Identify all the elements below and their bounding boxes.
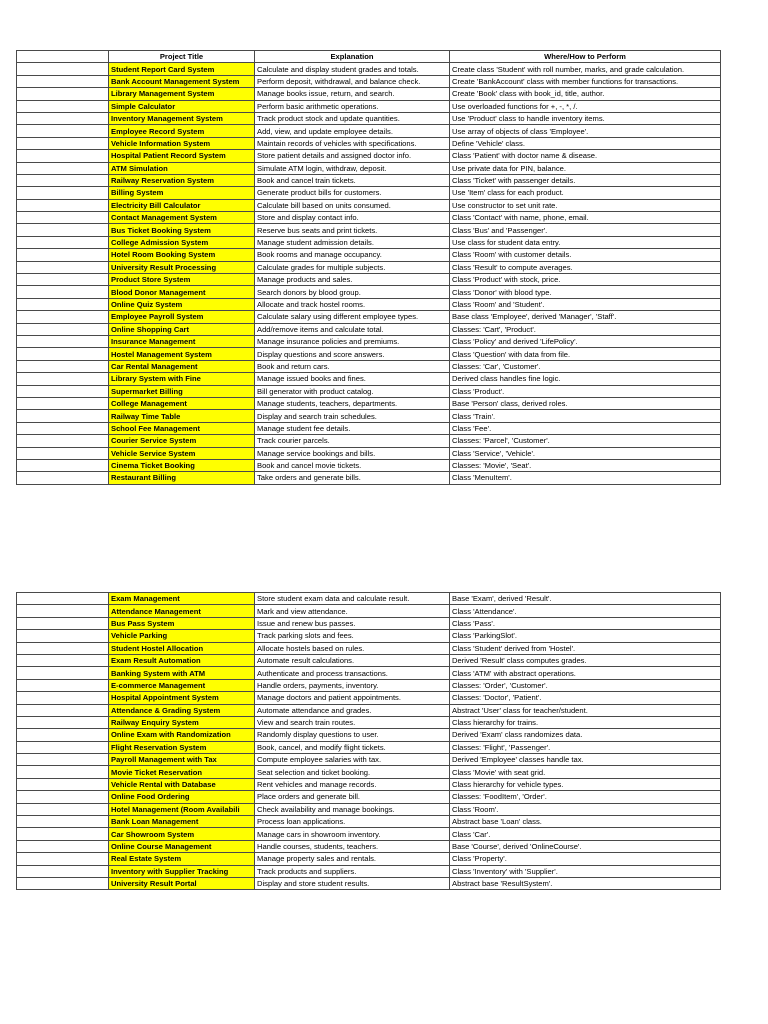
blank-cell	[17, 667, 109, 679]
table-row	[17, 187, 721, 199]
explanation-cell: Manage products and sales.	[255, 274, 450, 286]
project-title-cell: Railway Time Table	[109, 410, 255, 422]
table-row	[17, 741, 721, 753]
blank-cell	[17, 716, 109, 728]
explanation-cell: Calculate grades for multiple subjects.	[255, 261, 450, 273]
project-title-cell: Student Hostel Allocation	[109, 642, 255, 654]
explanation-cell: Manage service bookings and bills.	[255, 447, 450, 459]
table-row	[17, 236, 721, 248]
blank-cell	[17, 360, 109, 372]
explanation-cell: Calculate bill based on units consumed.	[255, 199, 450, 211]
table-row	[17, 63, 721, 75]
table-row	[17, 679, 721, 691]
table-row	[17, 410, 721, 422]
project-title-cell: Employee Payroll System	[109, 311, 255, 323]
project-title-cell: Hostel Management System	[109, 348, 255, 360]
where-how-cell: Use constructor to set unit rate.	[450, 199, 721, 211]
where-how-cell: Abstract base 'ResultSystem'.	[450, 877, 721, 889]
where-how-cell: Base 'Person' class, derived roles.	[450, 397, 721, 409]
table-row	[17, 716, 721, 728]
explanation-cell: Track products and suppliers.	[255, 865, 450, 877]
table-row	[17, 729, 721, 741]
blank-cell	[17, 654, 109, 666]
explanation-cell: Manage books issue, return, and search.	[255, 88, 450, 100]
project-title-cell: Car Rental Management	[109, 360, 255, 372]
project-title-cell: ATM Simulation	[109, 162, 255, 174]
explanation-cell: Manage student admission details.	[255, 236, 450, 248]
explanation-cell: Book rooms and manage occupancy.	[255, 249, 450, 261]
table-row	[17, 853, 721, 865]
blank-cell	[17, 311, 109, 323]
project-title-cell: Attendance Management	[109, 605, 255, 617]
blank-cell	[17, 459, 109, 471]
where-how-cell: Base class 'Employee', derived 'Manager', 'Staff'.	[450, 311, 721, 323]
where-how-cell: Class 'Room'.	[450, 803, 721, 815]
explanation-cell: Check availability and manage bookings.	[255, 803, 450, 815]
project-title-cell: Hospital Patient Record System	[109, 150, 255, 162]
explanation-cell: Display and search train schedules.	[255, 410, 450, 422]
project-title-cell: Bus Ticket Booking System	[109, 224, 255, 236]
project-title-cell: Railway Enquiry System	[109, 716, 255, 728]
table-row	[17, 617, 721, 629]
table-row	[17, 125, 721, 137]
project-title-cell: Electricity Bill Calculator	[109, 199, 255, 211]
explanation-cell: Seat selection and ticket booking.	[255, 766, 450, 778]
table-row	[17, 385, 721, 397]
blank-cell	[17, 323, 109, 335]
table-row	[17, 472, 721, 484]
table-row	[17, 249, 721, 261]
where-how-cell: Classes: 'Flight', 'Passenger'.	[450, 741, 721, 753]
table-row	[17, 373, 721, 385]
project-title-cell: Product Store System	[109, 274, 255, 286]
explanation-cell: Mark and view attendance.	[255, 605, 450, 617]
table-row	[17, 754, 721, 766]
where-how-cell: Classes: 'Car', 'Customer'.	[450, 360, 721, 372]
blank-cell	[17, 704, 109, 716]
blank-cell	[17, 335, 109, 347]
table-row	[17, 840, 721, 852]
table-2-body	[17, 593, 721, 890]
explanation-cell: Allocate and track hostel rooms.	[255, 298, 450, 310]
project-title-cell: Employee Record System	[109, 125, 255, 137]
project-title-cell: Vehicle Information System	[109, 137, 255, 149]
blank-cell	[17, 791, 109, 803]
project-title-cell: Bank Loan Management	[109, 816, 255, 828]
explanation-cell: Store patient details and assigned doctor info.	[255, 150, 450, 162]
project-title-cell: Cinema Ticket Booking	[109, 459, 255, 471]
project-title-cell: University Result Processing	[109, 261, 255, 273]
project-title-cell: Flight Reservation System	[109, 741, 255, 753]
where-how-cell: Define 'Vehicle' class.	[450, 137, 721, 149]
table-row	[17, 422, 721, 434]
where-how-cell: Use overloaded functions for +, -, *, /.	[450, 100, 721, 112]
where-how-cell: Class hierarchy for trains.	[450, 716, 721, 728]
blank-cell	[17, 385, 109, 397]
table-row	[17, 459, 721, 471]
where-how-cell: Class 'ParkingSlot'.	[450, 630, 721, 642]
blank-cell	[17, 692, 109, 704]
blank-cell	[17, 162, 109, 174]
where-how-cell: Abstract base 'Loan' class.	[450, 816, 721, 828]
explanation-header: Explanation	[255, 51, 450, 63]
blank-cell	[17, 397, 109, 409]
blank-cell	[17, 447, 109, 459]
where-how-cell: Class 'MenuItem'.	[450, 472, 721, 484]
project-title-cell: Billing System	[109, 187, 255, 199]
blank-cell	[17, 100, 109, 112]
project-title-cell: Online Course Management	[109, 840, 255, 852]
where-how-cell: Class 'Service', 'Vehicle'.	[450, 447, 721, 459]
table-row	[17, 150, 721, 162]
where-how-cell: Class 'Ticket' with passenger details.	[450, 174, 721, 186]
explanation-cell: Add/remove items and calculate total.	[255, 323, 450, 335]
explanation-cell: Track product stock and update quantities.	[255, 112, 450, 124]
blank-cell	[17, 88, 109, 100]
table-row	[17, 704, 721, 716]
table-row	[17, 828, 721, 840]
where-how-cell: Use private data for PIN, balance.	[450, 162, 721, 174]
blank-cell	[17, 605, 109, 617]
where-how-cell: Class 'Inventory' with 'Supplier'.	[450, 865, 721, 877]
where-how-cell: Class 'Fee'.	[450, 422, 721, 434]
blank-cell	[17, 840, 109, 852]
where-how-cell: Derived 'Exam' class randomizes data.	[450, 729, 721, 741]
table-row	[17, 212, 721, 224]
where-how-cell: Derived 'Result' class computes grades.	[450, 654, 721, 666]
where-how-cell: Derived 'Employee' classes handle tax.	[450, 754, 721, 766]
table-row	[17, 199, 721, 211]
explanation-cell: Display and store student results.	[255, 877, 450, 889]
blank-cell	[17, 741, 109, 753]
blank-cell	[17, 236, 109, 248]
table-row	[17, 274, 721, 286]
explanation-cell: Authenticate and process transactions.	[255, 667, 450, 679]
where-how-cell: Class 'Bus' and 'Passenger'.	[450, 224, 721, 236]
where-how-cell: Class 'Donor' with blood type.	[450, 286, 721, 298]
table-row	[17, 447, 721, 459]
table-row	[17, 642, 721, 654]
table-row	[17, 311, 721, 323]
blank-cell	[17, 249, 109, 261]
explanation-cell: Add, view, and update employee details.	[255, 125, 450, 137]
where-how-cell: Class 'Movie' with seat grid.	[450, 766, 721, 778]
where-how-cell: Create class 'Student' with roll number, marks, and grade calculation.	[450, 63, 721, 75]
table-row	[17, 162, 721, 174]
blank-cell	[17, 853, 109, 865]
explanation-cell: Book, cancel, and modify flight tickets.	[255, 741, 450, 753]
blank-cell	[17, 630, 109, 642]
project-title-cell: Online Quiz System	[109, 298, 255, 310]
table-row	[17, 75, 721, 87]
project-title-cell: College Management	[109, 397, 255, 409]
table-row	[17, 100, 721, 112]
table-row	[17, 877, 721, 889]
where-how-cell: Base 'Course', derived 'OnlineCourse'.	[450, 840, 721, 852]
explanation-cell: Track parking slots and fees.	[255, 630, 450, 642]
explanation-cell: Store student exam data and calculate result.	[255, 593, 450, 605]
where-how-cell: Class 'Product'.	[450, 385, 721, 397]
where-how-cell: Class 'Pass'.	[450, 617, 721, 629]
project-title-cell: Exam Result Automation	[109, 654, 255, 666]
project-title-cell: Car Showroom System	[109, 828, 255, 840]
where-how-cell: Base 'Exam', derived 'Result'.	[450, 593, 721, 605]
table-row	[17, 766, 721, 778]
where-how-cell: Class 'Patient' with doctor name & disease.	[450, 150, 721, 162]
table-row	[17, 298, 721, 310]
explanation-cell: Handle orders, payments, inventory.	[255, 679, 450, 691]
explanation-cell: Place orders and generate bill.	[255, 791, 450, 803]
where-how-header: Where/How to Perform	[450, 51, 721, 63]
where-how-cell: Class 'Policy' and derived 'LifePolicy'.	[450, 335, 721, 347]
explanation-cell: Manage issued books and fines.	[255, 373, 450, 385]
explanation-cell: Manage doctors and patient appointments.	[255, 692, 450, 704]
where-how-cell: Create 'Book' class with book_id, title, author.	[450, 88, 721, 100]
blank-cell	[17, 766, 109, 778]
where-how-cell: Class 'Room' and 'Student'.	[450, 298, 721, 310]
table-row	[17, 593, 721, 605]
project-title-cell: University Result Portal	[109, 877, 255, 889]
where-how-cell: Class 'Attendance'.	[450, 605, 721, 617]
where-how-cell: Class 'Contact' with name, phone, email.	[450, 212, 721, 224]
blank-cell	[17, 816, 109, 828]
project-title-cell: Inventory with Supplier Tracking	[109, 865, 255, 877]
project-title-cell: Vehicle Service System	[109, 447, 255, 459]
explanation-cell: Rent vehicles and manage records.	[255, 778, 450, 790]
explanation-cell: Manage students, teachers, departments.	[255, 397, 450, 409]
where-how-cell: Class 'Property'.	[450, 853, 721, 865]
table-row	[17, 112, 721, 124]
project-title-cell: Hotel Room Booking System	[109, 249, 255, 261]
blank-cell	[17, 150, 109, 162]
where-how-cell: Classes: 'FoodItem', 'Order'.	[450, 791, 721, 803]
project-title-cell: Inventory Management System	[109, 112, 255, 124]
explanation-cell: Process loan applications.	[255, 816, 450, 828]
explanation-cell: Automate attendance and grades.	[255, 704, 450, 716]
project-title-cell: Insurance Management	[109, 335, 255, 347]
table-row	[17, 261, 721, 273]
table-row	[17, 323, 721, 335]
project-title-cell: Movie Ticket Reservation	[109, 766, 255, 778]
explanation-cell: Book and return cars.	[255, 360, 450, 372]
where-how-cell: Class 'Car'.	[450, 828, 721, 840]
table-row	[17, 224, 721, 236]
explanation-cell: Manage property sales and rentals.	[255, 853, 450, 865]
where-how-cell: Class 'Student' derived from 'Hostel'.	[450, 642, 721, 654]
blank-cell	[17, 261, 109, 273]
where-how-cell: Use 'Item' class for each product.	[450, 187, 721, 199]
table-row	[17, 865, 721, 877]
blank-cell	[17, 778, 109, 790]
project-title-cell: Banking System with ATM	[109, 667, 255, 679]
where-how-cell: Classes: 'Cart', 'Product'.	[450, 323, 721, 335]
where-how-cell: Class 'ATM' with abstract operations.	[450, 667, 721, 679]
where-how-cell: Abstract 'User' class for teacher/student.	[450, 704, 721, 716]
project-title-cell: Bank Account Management System	[109, 75, 255, 87]
explanation-cell: Take orders and generate bills.	[255, 472, 450, 484]
blank-cell	[17, 729, 109, 741]
explanation-cell: Randomly display questions to user.	[255, 729, 450, 741]
project-title-cell: Vehicle Rental with Database	[109, 778, 255, 790]
table-row	[17, 791, 721, 803]
explanation-cell: Book and cancel movie tickets.	[255, 459, 450, 471]
blank-cell	[17, 422, 109, 434]
table-1-body	[17, 63, 721, 484]
blank-header-cell	[17, 51, 109, 63]
table-row	[17, 692, 721, 704]
project-title-cell: Student Report Card System	[109, 63, 255, 75]
explanation-cell: Book and cancel train tickets.	[255, 174, 450, 186]
blank-cell	[17, 435, 109, 447]
where-how-cell: Use class for student data entry.	[450, 236, 721, 248]
where-how-cell: Classes: 'Doctor', 'Patient'.	[450, 692, 721, 704]
blank-cell	[17, 212, 109, 224]
project-title-header: Project Title	[109, 51, 255, 63]
where-how-cell: Classes: 'Movie', 'Seat'.	[450, 459, 721, 471]
blank-cell	[17, 63, 109, 75]
blank-cell	[17, 199, 109, 211]
blank-cell	[17, 679, 109, 691]
project-table-1	[16, 50, 721, 485]
where-how-cell: Classes: 'Parcel', 'Customer'.	[450, 435, 721, 447]
blank-cell	[17, 125, 109, 137]
project-title-cell: Library System with Fine	[109, 373, 255, 385]
explanation-cell: Issue and renew bus passes.	[255, 617, 450, 629]
table-row	[17, 88, 721, 100]
project-title-cell: Railway Reservation System	[109, 174, 255, 186]
table-row	[17, 630, 721, 642]
blank-cell	[17, 593, 109, 605]
explanation-cell: Generate product bills for customers.	[255, 187, 450, 199]
explanation-cell: Compute employee salaries with tax.	[255, 754, 450, 766]
blank-cell	[17, 617, 109, 629]
project-title-cell: Vehicle Parking	[109, 630, 255, 642]
project-title-cell: Library Management System	[109, 88, 255, 100]
explanation-cell: Store and display contact info.	[255, 212, 450, 224]
blank-cell	[17, 224, 109, 236]
table-row	[17, 667, 721, 679]
project-title-cell: Exam Management	[109, 593, 255, 605]
explanation-cell: Allocate hostels based on rules.	[255, 642, 450, 654]
blank-cell	[17, 75, 109, 87]
blank-cell	[17, 298, 109, 310]
table-row	[17, 360, 721, 372]
table-row	[17, 335, 721, 347]
project-title-cell: Contact Management System	[109, 212, 255, 224]
explanation-cell: Simulate ATM login, withdraw, deposit.	[255, 162, 450, 174]
table-row	[17, 397, 721, 409]
explanation-cell: Manage cars in showroom inventory.	[255, 828, 450, 840]
blank-cell	[17, 137, 109, 149]
project-title-cell: Supermarket Billing	[109, 385, 255, 397]
table-row	[17, 286, 721, 298]
blank-cell	[17, 642, 109, 654]
project-title-cell: Real Estate System	[109, 853, 255, 865]
table-row	[17, 435, 721, 447]
project-title-cell: School Fee Management	[109, 422, 255, 434]
project-title-cell: Online Food Ordering	[109, 791, 255, 803]
project-title-cell: Hotel Management (Room Availabili	[109, 803, 255, 815]
explanation-cell: Perform basic arithmetic operations.	[255, 100, 450, 112]
blank-cell	[17, 410, 109, 422]
blank-cell	[17, 187, 109, 199]
where-how-cell: Use 'Product' class to handle inventory items.	[450, 112, 721, 124]
explanation-cell: Calculate and display student grades and totals.	[255, 63, 450, 75]
project-title-cell: Courier Service System	[109, 435, 255, 447]
explanation-cell: Bill generator with product catalog.	[255, 385, 450, 397]
project-title-cell: Payroll Management with Tax	[109, 754, 255, 766]
blank-cell	[17, 174, 109, 186]
project-table-2	[16, 592, 721, 890]
table-row	[17, 778, 721, 790]
blank-cell	[17, 348, 109, 360]
where-how-cell: Class 'Train'.	[450, 410, 721, 422]
explanation-cell: Perform deposit, withdrawal, and balance check.	[255, 75, 450, 87]
explanation-cell: Manage insurance policies and premiums.	[255, 335, 450, 347]
project-title-cell: E-commerce Management	[109, 679, 255, 691]
where-how-cell: Class 'Result' to compute averages.	[450, 261, 721, 273]
project-title-cell: Simple Calculator	[109, 100, 255, 112]
project-title-cell: Online Exam with Randomization	[109, 729, 255, 741]
where-how-cell: Derived class handles fine logic.	[450, 373, 721, 385]
where-how-cell: Create 'BankAccount' class with member functions for transactions.	[450, 75, 721, 87]
table-row	[17, 605, 721, 617]
project-title-cell: Bus Pass System	[109, 617, 255, 629]
project-title-cell: Online Shopping Cart	[109, 323, 255, 335]
table-row	[17, 654, 721, 666]
blank-cell	[17, 754, 109, 766]
blank-cell	[17, 877, 109, 889]
project-title-cell: Blood Donor Management	[109, 286, 255, 298]
table-row	[17, 137, 721, 149]
where-how-cell: Use array of objects of class 'Employee'.	[450, 125, 721, 137]
table-row	[17, 816, 721, 828]
explanation-cell: Search donors by blood group.	[255, 286, 450, 298]
explanation-cell: Track courier parcels.	[255, 435, 450, 447]
explanation-cell: Automate result calculations.	[255, 654, 450, 666]
blank-cell	[17, 286, 109, 298]
header-row	[17, 51, 721, 63]
project-title-cell: College Admission System	[109, 236, 255, 248]
project-title-cell: Restaurant Billing	[109, 472, 255, 484]
where-how-cell: Class hierarchy for vehicle types.	[450, 778, 721, 790]
blank-cell	[17, 828, 109, 840]
blank-cell	[17, 112, 109, 124]
table-row	[17, 348, 721, 360]
explanation-cell: Calculate salary using different employee types.	[255, 311, 450, 323]
blank-cell	[17, 865, 109, 877]
explanation-cell: Manage student fee details.	[255, 422, 450, 434]
project-title-cell: Attendance & Grading System	[109, 704, 255, 716]
where-how-cell: Class 'Question' with data from file.	[450, 348, 721, 360]
blank-cell	[17, 472, 109, 484]
explanation-cell: Maintain records of vehicles with specifications.	[255, 137, 450, 149]
where-how-cell: Class 'Room' with customer details.	[450, 249, 721, 261]
explanation-cell: View and search train routes.	[255, 716, 450, 728]
table-row	[17, 174, 721, 186]
table-row	[17, 803, 721, 815]
blank-cell	[17, 803, 109, 815]
blank-cell	[17, 373, 109, 385]
project-title-cell: Hospital Appointment System	[109, 692, 255, 704]
where-how-cell: Class 'Product' with stock, price.	[450, 274, 721, 286]
blank-cell	[17, 274, 109, 286]
explanation-cell: Reserve bus seats and print tickets.	[255, 224, 450, 236]
explanation-cell: Handle courses, students, teachers.	[255, 840, 450, 852]
explanation-cell: Display questions and score answers.	[255, 348, 450, 360]
where-how-cell: Classes: 'Order', 'Customer'.	[450, 679, 721, 691]
